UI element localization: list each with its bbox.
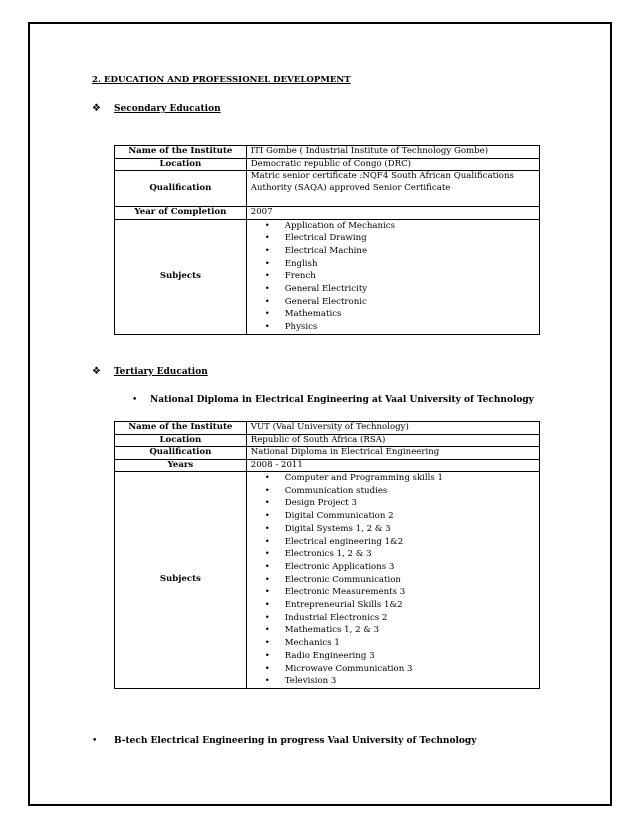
subject-item: • General Electricity [285,283,535,296]
subject-item: • Microwave Communication 3 [285,663,535,676]
row-value: ITI Gombe ( Industrial Institute of Technology Gombe) [246,146,539,159]
row-value: 2007 [246,207,539,220]
tertiary-education-title: Tertiary Education [114,367,208,377]
table-row [115,219,540,334]
row-label: Name of the Institute [115,422,247,435]
subject-item: • Radio Engineering 3 [285,650,535,663]
row-label: Subjects [115,219,247,334]
row-label: Location [115,158,247,171]
row-value: 2008 - 2011 [246,459,539,472]
subject-item: • Electrical Drawing [285,232,535,245]
subject-item: • Application of Mechanics [285,220,535,233]
table-row [115,171,540,207]
table-row [115,447,540,460]
subject-item: • Electrical Machine [285,245,535,258]
subject-item: • Mathematics 1, 2 & 3 [285,624,535,637]
table-row [115,422,540,435]
subjects-cell [246,472,539,689]
row-label: Year of Completion [115,207,247,220]
subject-item: • Electrical engineering 1&2 [285,536,535,549]
row-label: Subjects [115,472,247,689]
secondary-education-title: Secondary Education [114,104,221,114]
subject-item: • French [285,270,535,283]
subject-item: • Design Project 3 [285,497,535,510]
subjects-list [251,472,535,688]
subject-item: • Physics [285,321,535,334]
row-value: Republic of South Africa (RSA) [246,434,539,447]
subject-item: • Mathematics [285,308,535,321]
subject-item: • Digital Systems 1, 2 & 3 [285,523,535,536]
table-row [115,434,540,447]
row-label: Qualification [115,171,247,207]
subjects-list [251,220,535,334]
row-value: VUT (Vaal University of Technology) [246,422,539,435]
subject-item: • English [285,258,535,271]
row-label: Location [115,434,247,447]
row-label: Years [115,459,247,472]
subject-item: • Electronic Applications 3 [285,561,535,574]
tertiary-education-table [114,421,540,689]
subject-item: • Industrial Electronics 2 [285,612,535,625]
row-value: Matric senior certificate :NQF4 South African Qualifications Authority (SAQA) approved Senior Certificate [246,171,539,207]
row-label: Qualification [115,447,247,460]
diamond-bullet-icon: ❖ [92,103,101,114]
section-heading: 2. EDUCATION AND PROFESSIONEL DEVELOPMENT [92,75,351,85]
subject-item: • Computer and Programming skills 1 [285,472,535,485]
subject-item: • Communication studies [285,485,535,498]
table-row [115,146,540,159]
subject-item: • Entrepreneurial Skills 1&2 [285,599,535,612]
secondary-education-table [114,145,540,335]
bullet-icon: • [132,395,138,405]
table-row [115,472,540,689]
subject-item: • Electronic Communication [285,574,535,587]
table-row [115,158,540,171]
subject-item: • Digital Communication 2 [285,510,535,523]
table-row [115,459,540,472]
subject-item: • Electronics 1, 2 & 3 [285,548,535,561]
subjects-cell [246,219,539,334]
tertiary-program-title: National Diploma in Electrical Engineering at Vaal University of Technology [150,395,534,405]
subject-item: • Television 3 [285,675,535,688]
btech-line: B-tech Electrical Engineering in progress Vaal University of Technology [114,736,477,746]
diamond-bullet-icon: ❖ [92,366,101,377]
row-label: Name of the Institute [115,146,247,159]
row-value: National Diploma in Electrical Engineering [246,447,539,460]
subject-item: • General Electronic [285,296,535,309]
bullet-icon: • [92,736,98,746]
subject-item: • Mechanics 1 [285,637,535,650]
row-value: Democratic republic of Congo (DRC) [246,158,539,171]
table-row [115,207,540,220]
subject-item: • Electronic Measurements 3 [285,586,535,599]
